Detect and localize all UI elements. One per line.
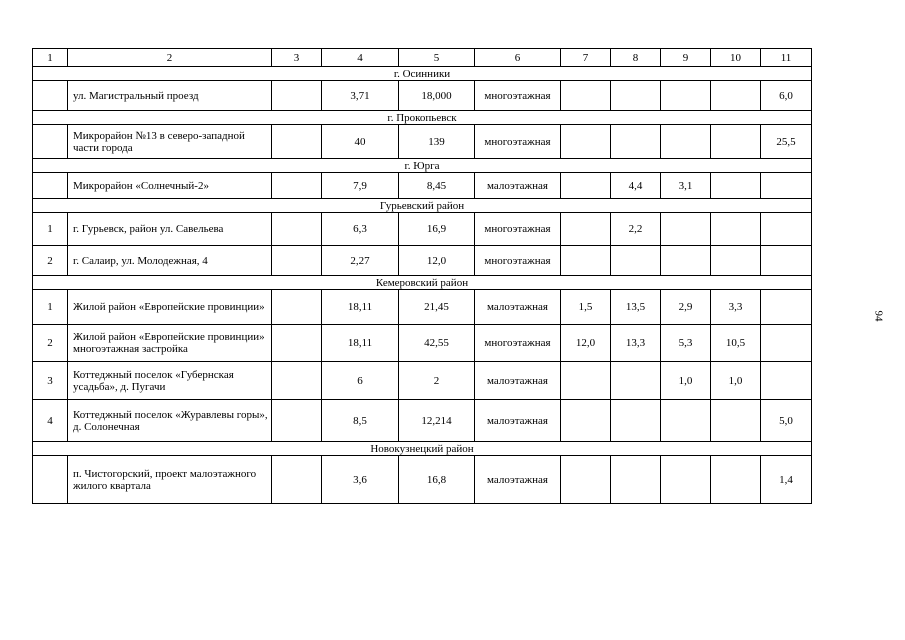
table-cell-col-5: 12,214 xyxy=(399,400,475,442)
table-cell-col-5: 42,55 xyxy=(399,325,475,362)
table-cell-col-10 xyxy=(711,400,761,442)
table-cell-col-2: Коттеджный поселок «Журавлевы горы», д. Солонечная xyxy=(68,400,272,442)
table-cell-col-4: 18,11 xyxy=(322,325,399,362)
table-cell-col-4: 2,27 xyxy=(322,246,399,276)
table-cell-col-9: 3,1 xyxy=(661,173,711,199)
table-cell-col-7 xyxy=(561,456,611,504)
table-cell-col-6: многоэтажная xyxy=(475,125,561,159)
table-cell-col-2: Жилой район «Европейские провинции» многоэтажная застройка xyxy=(68,325,272,362)
table-cell-col-1: 2 xyxy=(33,325,68,362)
table-cell-col-11: 25,5 xyxy=(761,125,812,159)
table-row xyxy=(33,173,812,199)
table-cell-col-3 xyxy=(272,213,322,246)
section-title: г. Юрга xyxy=(33,159,812,173)
table-cell-col-11 xyxy=(761,290,812,325)
table-cell-col-4: 6 xyxy=(322,362,399,400)
section-row xyxy=(33,276,812,290)
table-cell-col-9: 2,9 xyxy=(661,290,711,325)
table-cell-col-7 xyxy=(561,400,611,442)
table-cell-col-7 xyxy=(561,362,611,400)
table-cell-col-9 xyxy=(661,125,711,159)
table-cell-col-6: многоэтажная xyxy=(475,213,561,246)
table-cell-col-10 xyxy=(711,456,761,504)
section-row xyxy=(33,111,812,125)
table-cell-col-10: 1,0 xyxy=(711,362,761,400)
table-cell-col-9 xyxy=(661,213,711,246)
header-cell: 11 xyxy=(761,49,812,67)
table-cell-col-4: 6,3 xyxy=(322,213,399,246)
header-cell: 6 xyxy=(475,49,561,67)
table-cell-col-3 xyxy=(272,362,322,400)
header-cell: 7 xyxy=(561,49,611,67)
table-cell-col-10 xyxy=(711,246,761,276)
section-title: г. Прокопьевск xyxy=(33,111,812,125)
header-cell: 5 xyxy=(399,49,475,67)
table-cell-col-9: 1,0 xyxy=(661,362,711,400)
table-cell-col-6: малоэтажная xyxy=(475,456,561,504)
section-row xyxy=(33,159,812,173)
table-cell-col-11: 1,4 xyxy=(761,456,812,504)
table-cell-col-9 xyxy=(661,400,711,442)
page-number: 94 xyxy=(872,310,885,322)
table-cell-col-11: 5,0 xyxy=(761,400,812,442)
table-cell-col-11 xyxy=(761,173,812,199)
table-cell-col-6: малоэтажная xyxy=(475,400,561,442)
table-cell-col-5: 12,0 xyxy=(399,246,475,276)
table-cell-col-1: 1 xyxy=(33,290,68,325)
table-cell-col-11 xyxy=(761,325,812,362)
table-cell-col-10: 10,5 xyxy=(711,325,761,362)
section-title: г. Осинники xyxy=(33,67,812,81)
table-cell-col-1: 1 xyxy=(33,213,68,246)
table-cell-col-6: многоэтажная xyxy=(475,246,561,276)
table-cell-col-8 xyxy=(611,125,661,159)
table-cell-col-9: 5,3 xyxy=(661,325,711,362)
table-cell-col-2: Микрорайон №13 в северо-западной части города xyxy=(68,125,272,159)
table-cell-col-8 xyxy=(611,400,661,442)
table-cell-col-8: 13,3 xyxy=(611,325,661,362)
header-cell: 9 xyxy=(661,49,711,67)
section-row xyxy=(33,67,812,81)
table-cell-col-7: 1,5 xyxy=(561,290,611,325)
header-row xyxy=(33,49,812,67)
table-row xyxy=(33,325,812,362)
table-cell-col-1: 3 xyxy=(33,362,68,400)
table-cell-col-3 xyxy=(272,173,322,199)
table-cell-col-9 xyxy=(661,81,711,111)
table-cell-col-9 xyxy=(661,246,711,276)
table-cell-col-10 xyxy=(711,213,761,246)
table-cell-col-5: 2 xyxy=(399,362,475,400)
section-title: Гурьевский район xyxy=(33,199,812,213)
header-cell: 4 xyxy=(322,49,399,67)
table-cell-col-1 xyxy=(33,456,68,504)
table-cell-col-8 xyxy=(611,246,661,276)
table-row xyxy=(33,81,812,111)
table-cell-col-4: 18,11 xyxy=(322,290,399,325)
table-cell-col-6: малоэтажная xyxy=(475,362,561,400)
table-cell-col-8: 2,2 xyxy=(611,213,661,246)
table-cell-col-3 xyxy=(272,456,322,504)
table-cell-col-7: 12,0 xyxy=(561,325,611,362)
table-cell-col-8 xyxy=(611,81,661,111)
table-cell-col-3 xyxy=(272,246,322,276)
table-row xyxy=(33,362,812,400)
table-cell-col-4: 8,5 xyxy=(322,400,399,442)
table-cell-col-2: г. Салаир, ул. Молодежная, 4 xyxy=(68,246,272,276)
table-cell-col-7 xyxy=(561,213,611,246)
header-cell: 3 xyxy=(272,49,322,67)
table-cell-col-10: 3,3 xyxy=(711,290,761,325)
table-row xyxy=(33,246,812,276)
section-row xyxy=(33,199,812,213)
table-cell-col-6: малоэтажная xyxy=(475,290,561,325)
table-cell-col-10 xyxy=(711,81,761,111)
table-cell-col-4: 40 xyxy=(322,125,399,159)
table-cell-col-8 xyxy=(611,456,661,504)
header-cell: 10 xyxy=(711,49,761,67)
table-cell-col-6: многоэтажная xyxy=(475,325,561,362)
table-cell-col-1: 2 xyxy=(33,246,68,276)
table-cell-col-3 xyxy=(272,125,322,159)
table-cell-col-6: многоэтажная xyxy=(475,81,561,111)
section-title: Новокузнецкий район xyxy=(33,442,812,456)
table-cell-col-2: ул. Магистральный проезд xyxy=(68,81,272,111)
section-title: Кемеровский район xyxy=(33,276,812,290)
table-cell-col-4: 3,71 xyxy=(322,81,399,111)
table-cell-col-8: 13,5 xyxy=(611,290,661,325)
table-cell-col-5: 16,8 xyxy=(399,456,475,504)
table-row xyxy=(33,125,812,159)
table-cell-col-8 xyxy=(611,362,661,400)
table-row xyxy=(33,213,812,246)
table-cell-col-5: 139 xyxy=(399,125,475,159)
table-cell-col-5: 18,000 xyxy=(399,81,475,111)
table-cell-col-5: 21,45 xyxy=(399,290,475,325)
table-cell-col-9 xyxy=(661,456,711,504)
table-cell-col-2: г. Гурьевск, район ул. Савельева xyxy=(68,213,272,246)
table-cell-col-2: Коттеджный поселок «Губернская усадьба», д. Пугачи xyxy=(68,362,272,400)
table-cell-col-2: Микрорайон «Солнечный-2» xyxy=(68,173,272,199)
table-row xyxy=(33,290,812,325)
table-cell-col-10 xyxy=(711,173,761,199)
table-cell-col-4: 3,6 xyxy=(322,456,399,504)
header-cell: 8 xyxy=(611,49,661,67)
table-cell-col-7 xyxy=(561,246,611,276)
table-cell-col-7 xyxy=(561,173,611,199)
data-table xyxy=(32,48,812,504)
table-cell-col-6: малоэтажная xyxy=(475,173,561,199)
table-cell-col-11 xyxy=(761,362,812,400)
table-cell-col-11 xyxy=(761,246,812,276)
table-cell-col-3 xyxy=(272,325,322,362)
table-cell-col-1: 4 xyxy=(33,400,68,442)
table-cell-col-7 xyxy=(561,125,611,159)
table-cell-col-2: Жилой район «Европейские провинции» xyxy=(68,290,272,325)
header-cell: 2 xyxy=(68,49,272,67)
table-cell-col-2: п. Чистогорский, проект малоэтажного жилого квартала xyxy=(68,456,272,504)
table-cell-col-1 xyxy=(33,81,68,111)
table-cell-col-8: 4,4 xyxy=(611,173,661,199)
table-cell-col-4: 7,9 xyxy=(322,173,399,199)
table-cell-col-11: 6,0 xyxy=(761,81,812,111)
table-cell-col-5: 16,9 xyxy=(399,213,475,246)
table-cell-col-10 xyxy=(711,125,761,159)
table-cell-col-3 xyxy=(272,290,322,325)
header-cell: 1 xyxy=(33,49,68,67)
section-row xyxy=(33,442,812,456)
table-cell-col-11 xyxy=(761,213,812,246)
table-row xyxy=(33,400,812,442)
table-cell-col-1 xyxy=(33,125,68,159)
table-row xyxy=(33,456,812,504)
table-cell-col-7 xyxy=(561,81,611,111)
table-cell-col-5: 8,45 xyxy=(399,173,475,199)
table-cell-col-1 xyxy=(33,173,68,199)
table-cell-col-3 xyxy=(272,400,322,442)
table-cell-col-3 xyxy=(272,81,322,111)
